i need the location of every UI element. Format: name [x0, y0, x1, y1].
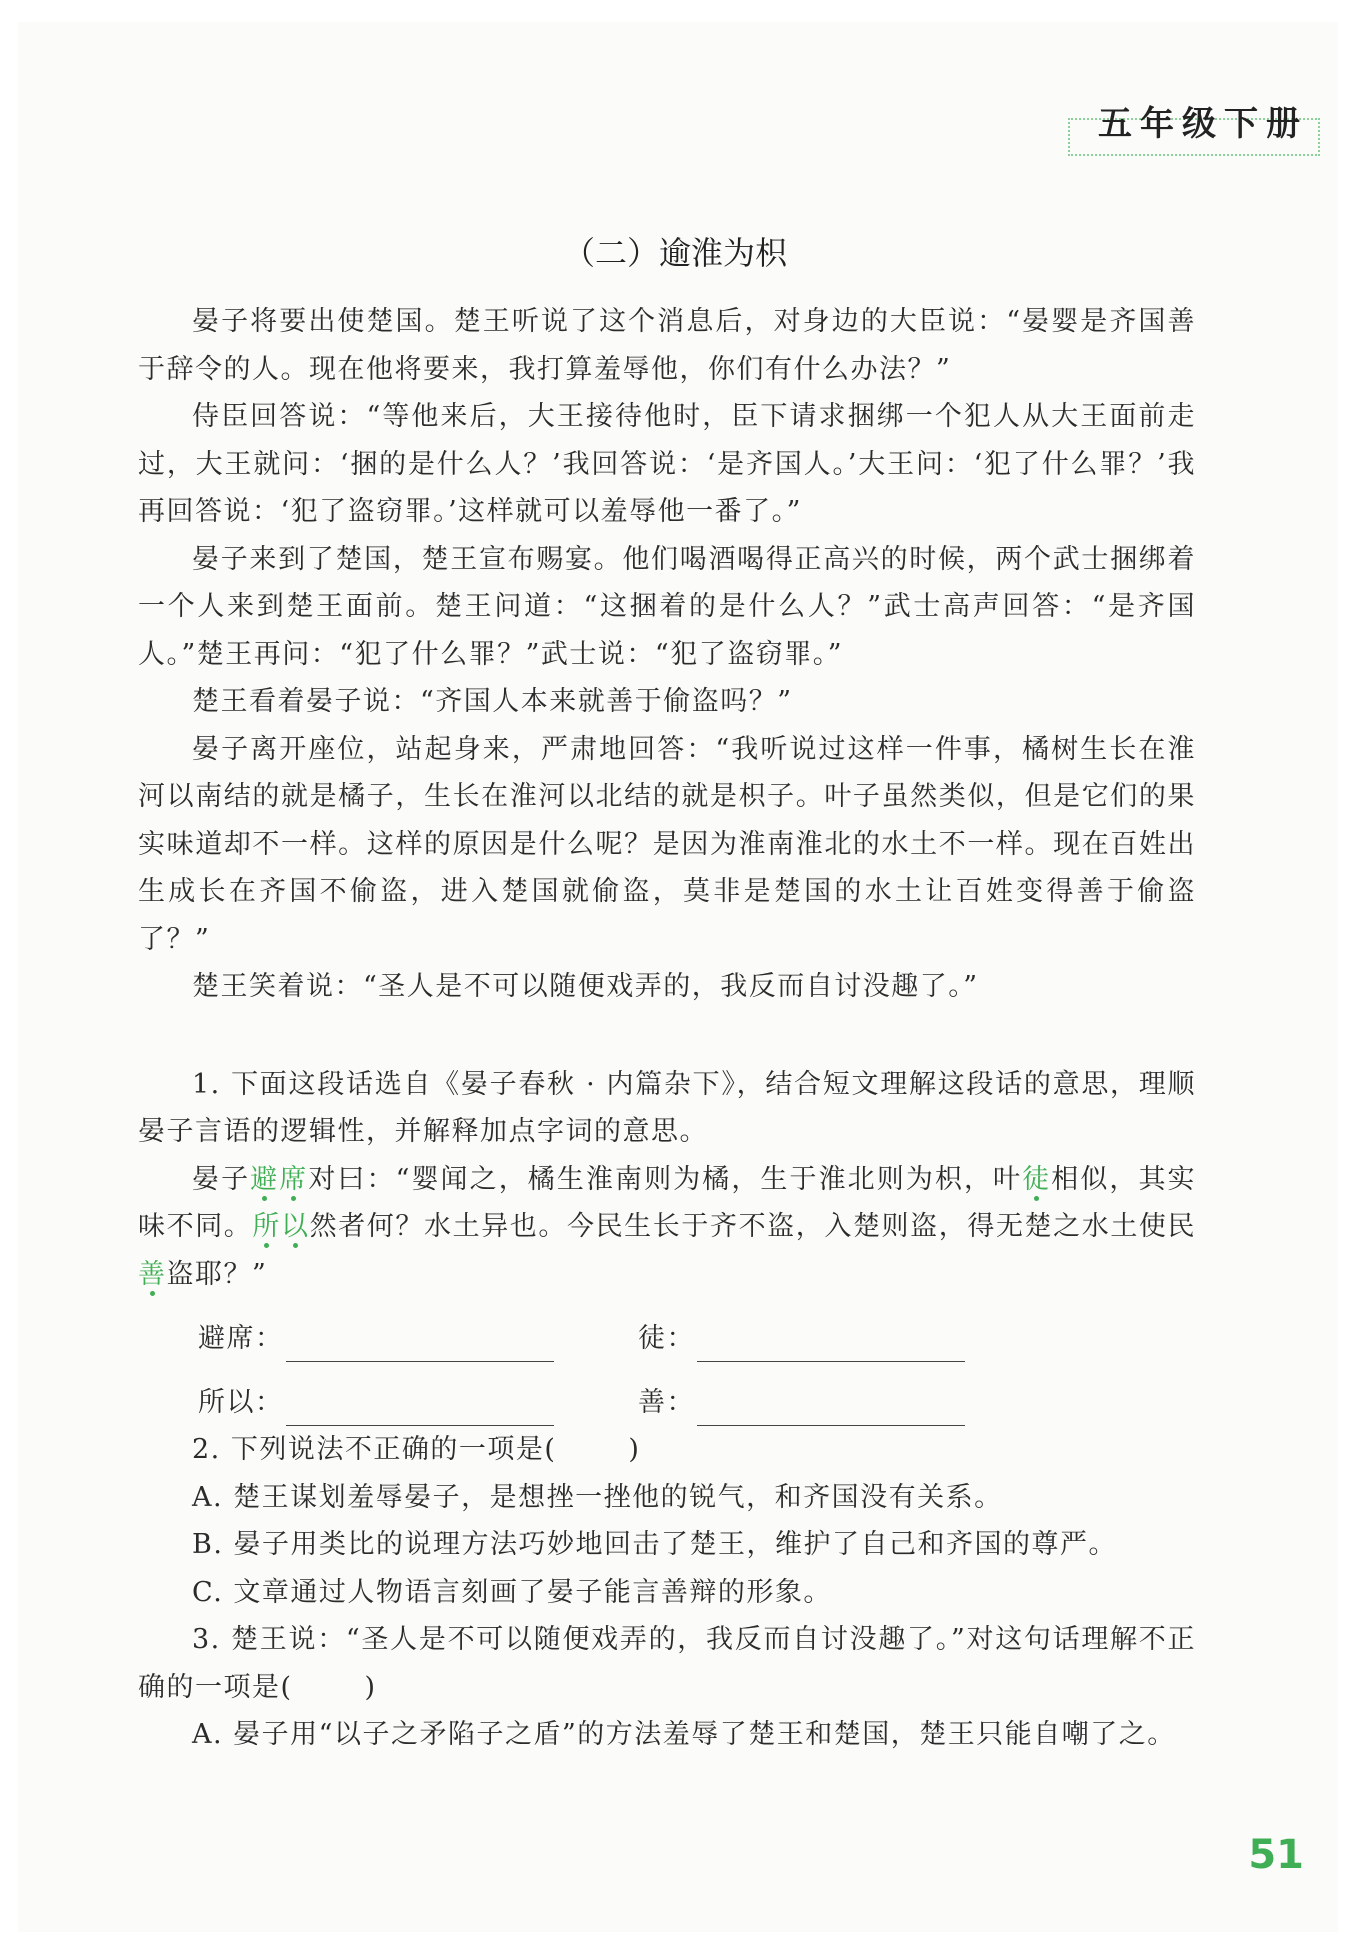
answer-label: 徒：: [638, 1322, 695, 1354]
q2-option-a: A. 楚王谋划羞辱晏子，是想挫一挫他的锐气，和齐国没有关系。: [192, 1481, 1003, 1513]
keyword-tu: 徒: [1022, 1163, 1052, 1195]
classical-passage: [138, 1156, 1196, 1299]
answer-label: 避席：: [198, 1322, 284, 1354]
keyword-char: 避: [250, 1163, 280, 1195]
answer-item-shan: [638, 1379, 1078, 1427]
q3-option-a: A. 晏子用“以子之矛陷子之盾”的方法羞辱了楚王和楚国，楚王只能自嘲了之。: [192, 1719, 1176, 1750]
answer-blank-suoyi[interactable]: [286, 1389, 554, 1426]
answer-item-bixi: [198, 1315, 638, 1363]
question-2-prompt: [138, 1426, 1196, 1474]
keyword-char: 席: [279, 1163, 309, 1195]
page-number: 51: [1248, 1832, 1304, 1878]
classical-text: 然者何？水土异也。今民生长于齐不盗，入楚则盗，得无楚之水土使民: [309, 1211, 1197, 1242]
spacer: [138, 1011, 1196, 1061]
content: [138, 298, 1196, 1759]
answer-item-tu: [638, 1315, 1078, 1363]
classical-text: 对曰：“婴闻之，橘生淮南则为橘，生于淮北则为枳，叶: [308, 1163, 1023, 1195]
paren-close: ): [364, 1671, 377, 1703]
grade-label: 五年级下册: [1098, 104, 1308, 144]
answer-blank-shan[interactable]: [697, 1389, 965, 1426]
answer-item-suoyi: [198, 1379, 638, 1427]
answer-blank-bixi[interactable]: [286, 1325, 554, 1362]
story-paragraph-3: 晏子来到了楚国，楚王宣布赐宴。他们喝酒喝得正高兴的时候，两个武士捆绑着一个人来到楚王面前。楚王问道：“这捆着的是什么人？”武士高声回答：“是齐国人。”楚王再问：“犯了什么罪？”武士说：“犯了盗窃罪。”: [138, 543, 1196, 670]
keyword-shan: 善: [138, 1258, 167, 1290]
classical-text: 相似，其实味不同。: [138, 1163, 1197, 1242]
classical-text: 晏子: [192, 1163, 251, 1195]
story-paragraph-4: 楚王看着晏子说：“齐国人本来就善于偷盗吗？”: [192, 686, 793, 717]
question-text: 3. 楚王说：“圣人是不可以随便戏弄的，我反而自讨没趣了。”对这句话理解不正确的一项是(: [138, 1624, 1196, 1703]
story-paragraph-2: 侍臣回答说：“等他来后，大王接待他时，臣下请求捆绑一个犯人从大王面前走过，大王就问：‘捆的是什么人？’我回答说：‘是齐国人。’大王问：‘犯了什么罪？’我再回答说：‘犯了盗窃罪。’这样就可以羞辱他一番了。”: [138, 401, 1196, 527]
answer-label: 善：: [638, 1386, 695, 1418]
keyword-char: 以: [281, 1211, 310, 1242]
question-text: 2. 下列说法不正确的一项是(: [192, 1434, 557, 1465]
classical-text: 盗耶？”: [166, 1258, 268, 1290]
keyword-char: 所: [252, 1211, 281, 1242]
keyword-bixi: [250, 1164, 308, 1195]
answer-blank-tu[interactable]: [697, 1325, 965, 1362]
story-paragraph-1: 晏子将要出使楚国。楚王听说了这个消息后，对身边的大臣说：“晏婴是齐国善于辞令的人。现在他将要来，我打算羞辱他，你们有什么办法？”: [138, 306, 1196, 385]
section-title: （二）逾淮为枳: [562, 234, 787, 272]
q2-option-c: C. 文章通过人物语言刻画了晏子能言善辩的形象。: [192, 1576, 832, 1608]
q2-option-b: B. 晏子用类比的说理方法巧妙地回击了楚王，维护了自己和齐国的尊严。: [192, 1529, 1118, 1560]
question-1-prompt: 1. 下面这段话选自《晏子春秋 · 内篇杂下》，结合短文理解这段话的意思，理顺晏子言语的逻辑性，并解释加点字词的意思。: [138, 1068, 1196, 1147]
answer-row-1: [138, 1298, 1196, 1362]
paren-close: ): [628, 1434, 641, 1465]
answer-label: 所以：: [198, 1386, 284, 1418]
story-paragraph-6: 楚王笑着说：“圣人是不可以随便戏弄的，我反而自讨没趣了。”: [192, 971, 979, 1002]
keyword-suoyi: [252, 1211, 309, 1242]
answer-row-2: [138, 1362, 1196, 1426]
question-3-prompt: [138, 1616, 1196, 1711]
story-paragraph-5: 晏子离开座位，站起身来，严肃地回答：“我听说过这样一件事，橘树生长在淮河以南结的就是橘子，生长在淮河以北结的就是枳子。叶子虽然类似，但是它们的果实味道却不一样。这样的原因是什么呢？是因为淮南淮北的水土不一样。现在百姓出生成长在齐国不偷盗，进入楚国就偷盗，莫非是楚国的水土让百姓变得善于偷盗了？”: [138, 733, 1196, 955]
